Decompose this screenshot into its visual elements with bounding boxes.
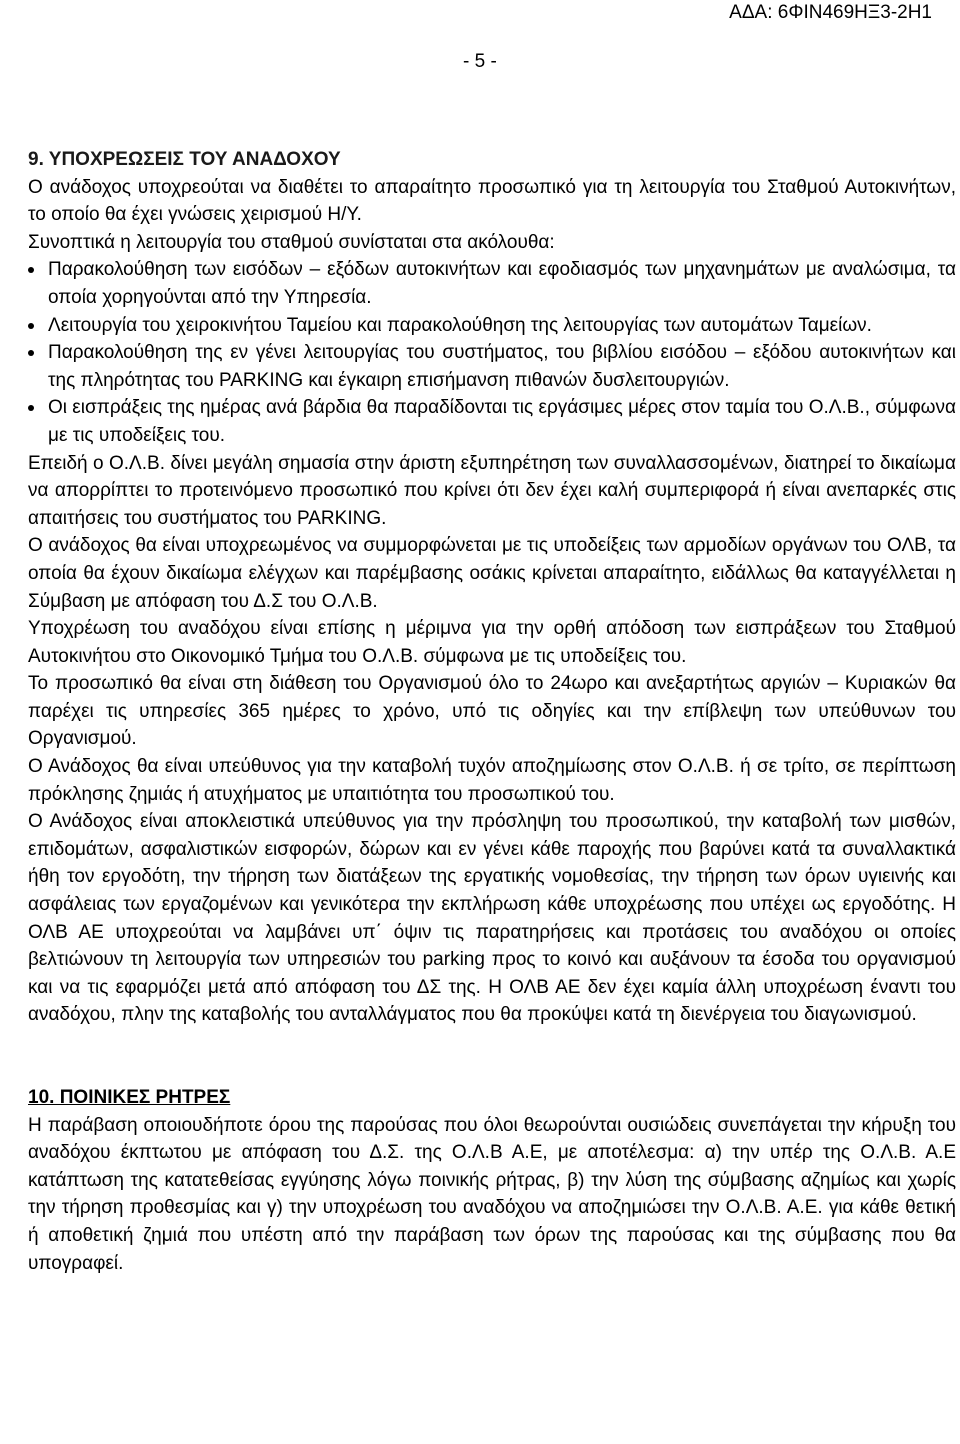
bullet-icon — [28, 267, 34, 273]
section-9-summary: Συνοπτικά η λειτουργία του σταθμού συνίσταται στα ακόλουθα: — [28, 231, 555, 253]
paragraph-availability: Το προσωπικό θα είναι στη διάθεση του Οργανισμού όλο το 24ωρο και ανεξαρτήτως αργιών – Κυριακών θα παρέχει τις υπηρεσίες 365 ημέρες το χρόνο, υπό τις οδηγίες και την επίβλεψη των υπεύθυνων του Οργανισμού. — [28, 673, 956, 750]
paragraph-compliance: Ο ανάδοχος θα είναι υποχρεωμένος να συμμορφώνεται με τις υποδείξεις των αρμοδίων οργάνων του ΟΛΒ, τα οποία θα έχουν δικαίωμα ελέγχων και παρέμβασης οσάκις κρίνεται απαραίτητο, ειδάλλως θα καταγγέλλεται η Σύμβαση με απόφαση του Δ.Σ του Ο.Λ.Β. — [28, 535, 956, 612]
paragraph-revenue: Υποχρέωση του αναδόχου είναι επίσης η μέριμνα για την ορθή απόδοση των εισπράξεων του Σταθμού Αυτοκινήτου στο Οικονομικό Τμήμα του Ο.Λ.Β. σύμφωνα με τις υποδείξεις του. — [28, 618, 956, 667]
list-item-text: Παρακολούθηση των εισόδων – εξόδων αυτοκινήτων και εφοδιασμός των μηχανημάτων με αναλώσιμα, τα οποία χορηγούνται από την Υπηρεσία. — [48, 259, 956, 308]
bullet-icon — [28, 405, 34, 411]
section-10-title — [28, 1084, 956, 1112]
ada-code: ΑΔΑ: 6ΦΙΝ469ΗΞ3-2Η1 — [729, 2, 932, 23]
list-item-text: Λειτουργία του χειροκινήτου Ταμείου και παρακολούθηση της λειτουργίας των αυτομάτων Ταμείων. — [48, 314, 872, 336]
section-10-body: Η παράβαση οποιουδήποτε όρου της παρούσας που όλοι θεωρούνται ουσιώδεις συνεπάγεται την κήρυξη του αναδόχου έκπτωτου με απόφαση του Δ.Σ. της Ο.Λ.Β Α.Ε, με αποτέλεσμα: α) την υπέρ της Ο.Λ.Β. Α.Ε κατάπτωση της κατατεθείσας εγγύησης λόγω ποινικής ρήτρας, β) την λύση της σύμβασης αζημίως και χωρίς την τήρηση προθεσμίας και γ) την υποχρέωση του αναδόχου να αποζημιώσει την Ο.Λ.Β. Α.Ε. για κάθε θετική ή αποθετική ζημιά που υπέστη από την παράβαση των όρων της παρούσας και της σύμβασης που θα υπογραφεί. — [28, 1114, 956, 1274]
list-item — [28, 339, 956, 394]
section-9-title: 9. ΥΠΟΧΡΕΩΣΕΙΣ ΤΟΥ ΑΝΑΔΟΧΟΥ — [28, 149, 341, 170]
paragraph-staff-rejection: Επειδή ο Ο.Λ.Β. δίνει μεγάλη σημασία στην άριστη εξυπηρέτηση των συναλλασσομένων, διατηρεί το δικαίωμα να απορρίπτει το προτεινόμενο προσωπικό που κρίνει ότι δεν έχει καλή συμπεριφορά ή είναι ανεπαρκές στις απαιτήσεις του συστήματος του PARKING. — [28, 452, 956, 529]
page-number: - 5 - — [463, 51, 497, 72]
list-item — [28, 312, 956, 340]
paragraph-liability: Ο Ανάδοχος θα είναι υπεύθυνος για την καταβολή τυχόν αποζημίωσης στον Ο.Λ.Β. ή σε τρίτο, σε περίπτωση πρόκλησης ζημιάς ή ατυχήματος με υπαιτιότητα του προσωπικού του. — [28, 756, 956, 805]
paragraph-employer-duties: Ο Ανάδοχος είναι αποκλειστικά υπεύθυνος για την πρόσληψη του προσωπικού, την καταβολή των μισθών, επιδομάτων, ασφαλιστικών εισφορών, δώρων και εν γένει κάθε παροχής που βαρύνει κατά τα συναλλακτικά ήθη τον εργοδότη, την τήρηση των διατάξεων της εργατικής νομοθεσίας, την τήρηση των όρων υγιεινής και ασφάλειας των εργαζομένων και γενικότερα την εκπλήρωση κάθε υποχρέωσης που υπέχει ως εργοδότης. Η ΟΛΒ ΑΕ υποχρεούται να λαμβάνει υπ΄ όψιν τις παρατηρήσεις και προτάσεις του αναδόχου οι οποίες βελτιώνουν τη λειτουργία των υπηρεσιών του parking προς το κοινό και αυξάνουν τα έσοδα του οργανισμού και να τις εφαρμόζει μετά από απόφαση του ΔΣ της. Η ΟΛΒ ΑΕ δεν έχει καμία άλλη υποχρέωση έναντι του αναδόχου, πλην της καταβολής του ανταλλάγματος που θα προκύψει κατά τη διενέργεια του διαγωνισμού. — [28, 811, 956, 1026]
section-10-title-text: 10. ΠΟΙΝΙΚΕΣ ΡΗΤΡΕΣ — [28, 1087, 231, 1108]
list-item — [28, 394, 956, 449]
list-item — [28, 256, 956, 311]
section-9-intro: Ο ανάδοχος υποχρεούται να διαθέτει το απαραίτητο προσωπικό για τη λειτουργία του Σταθμού Αυτοκινήτων, το οποίο θα έχει γνώσεις χειρισμού Η/Υ. — [28, 176, 956, 226]
duties-list — [28, 256, 956, 449]
bullet-icon — [28, 323, 34, 329]
document-body — [28, 146, 956, 1277]
list-item-text: Οι εισπράξεις της ημέρας ανά βάρδια θα παραδίδονται τις εργάσιμες μέρες στον ταμία του Ο.Λ.Β., σύμφωνα με τις υποδείξεις του. — [48, 397, 956, 446]
list-item-text: Παρακολούθηση της εν γένει λειτουργίας του συστήματος, του βιβλίου εισόδου – εξόδου αυτοκινήτων και της πληρότητας του PARKING και έγκαιρη επισήμανση πιθανών δυσλειτουργιών. — [48, 342, 956, 391]
bullet-icon — [28, 350, 34, 356]
section-spacer — [28, 1029, 956, 1084]
